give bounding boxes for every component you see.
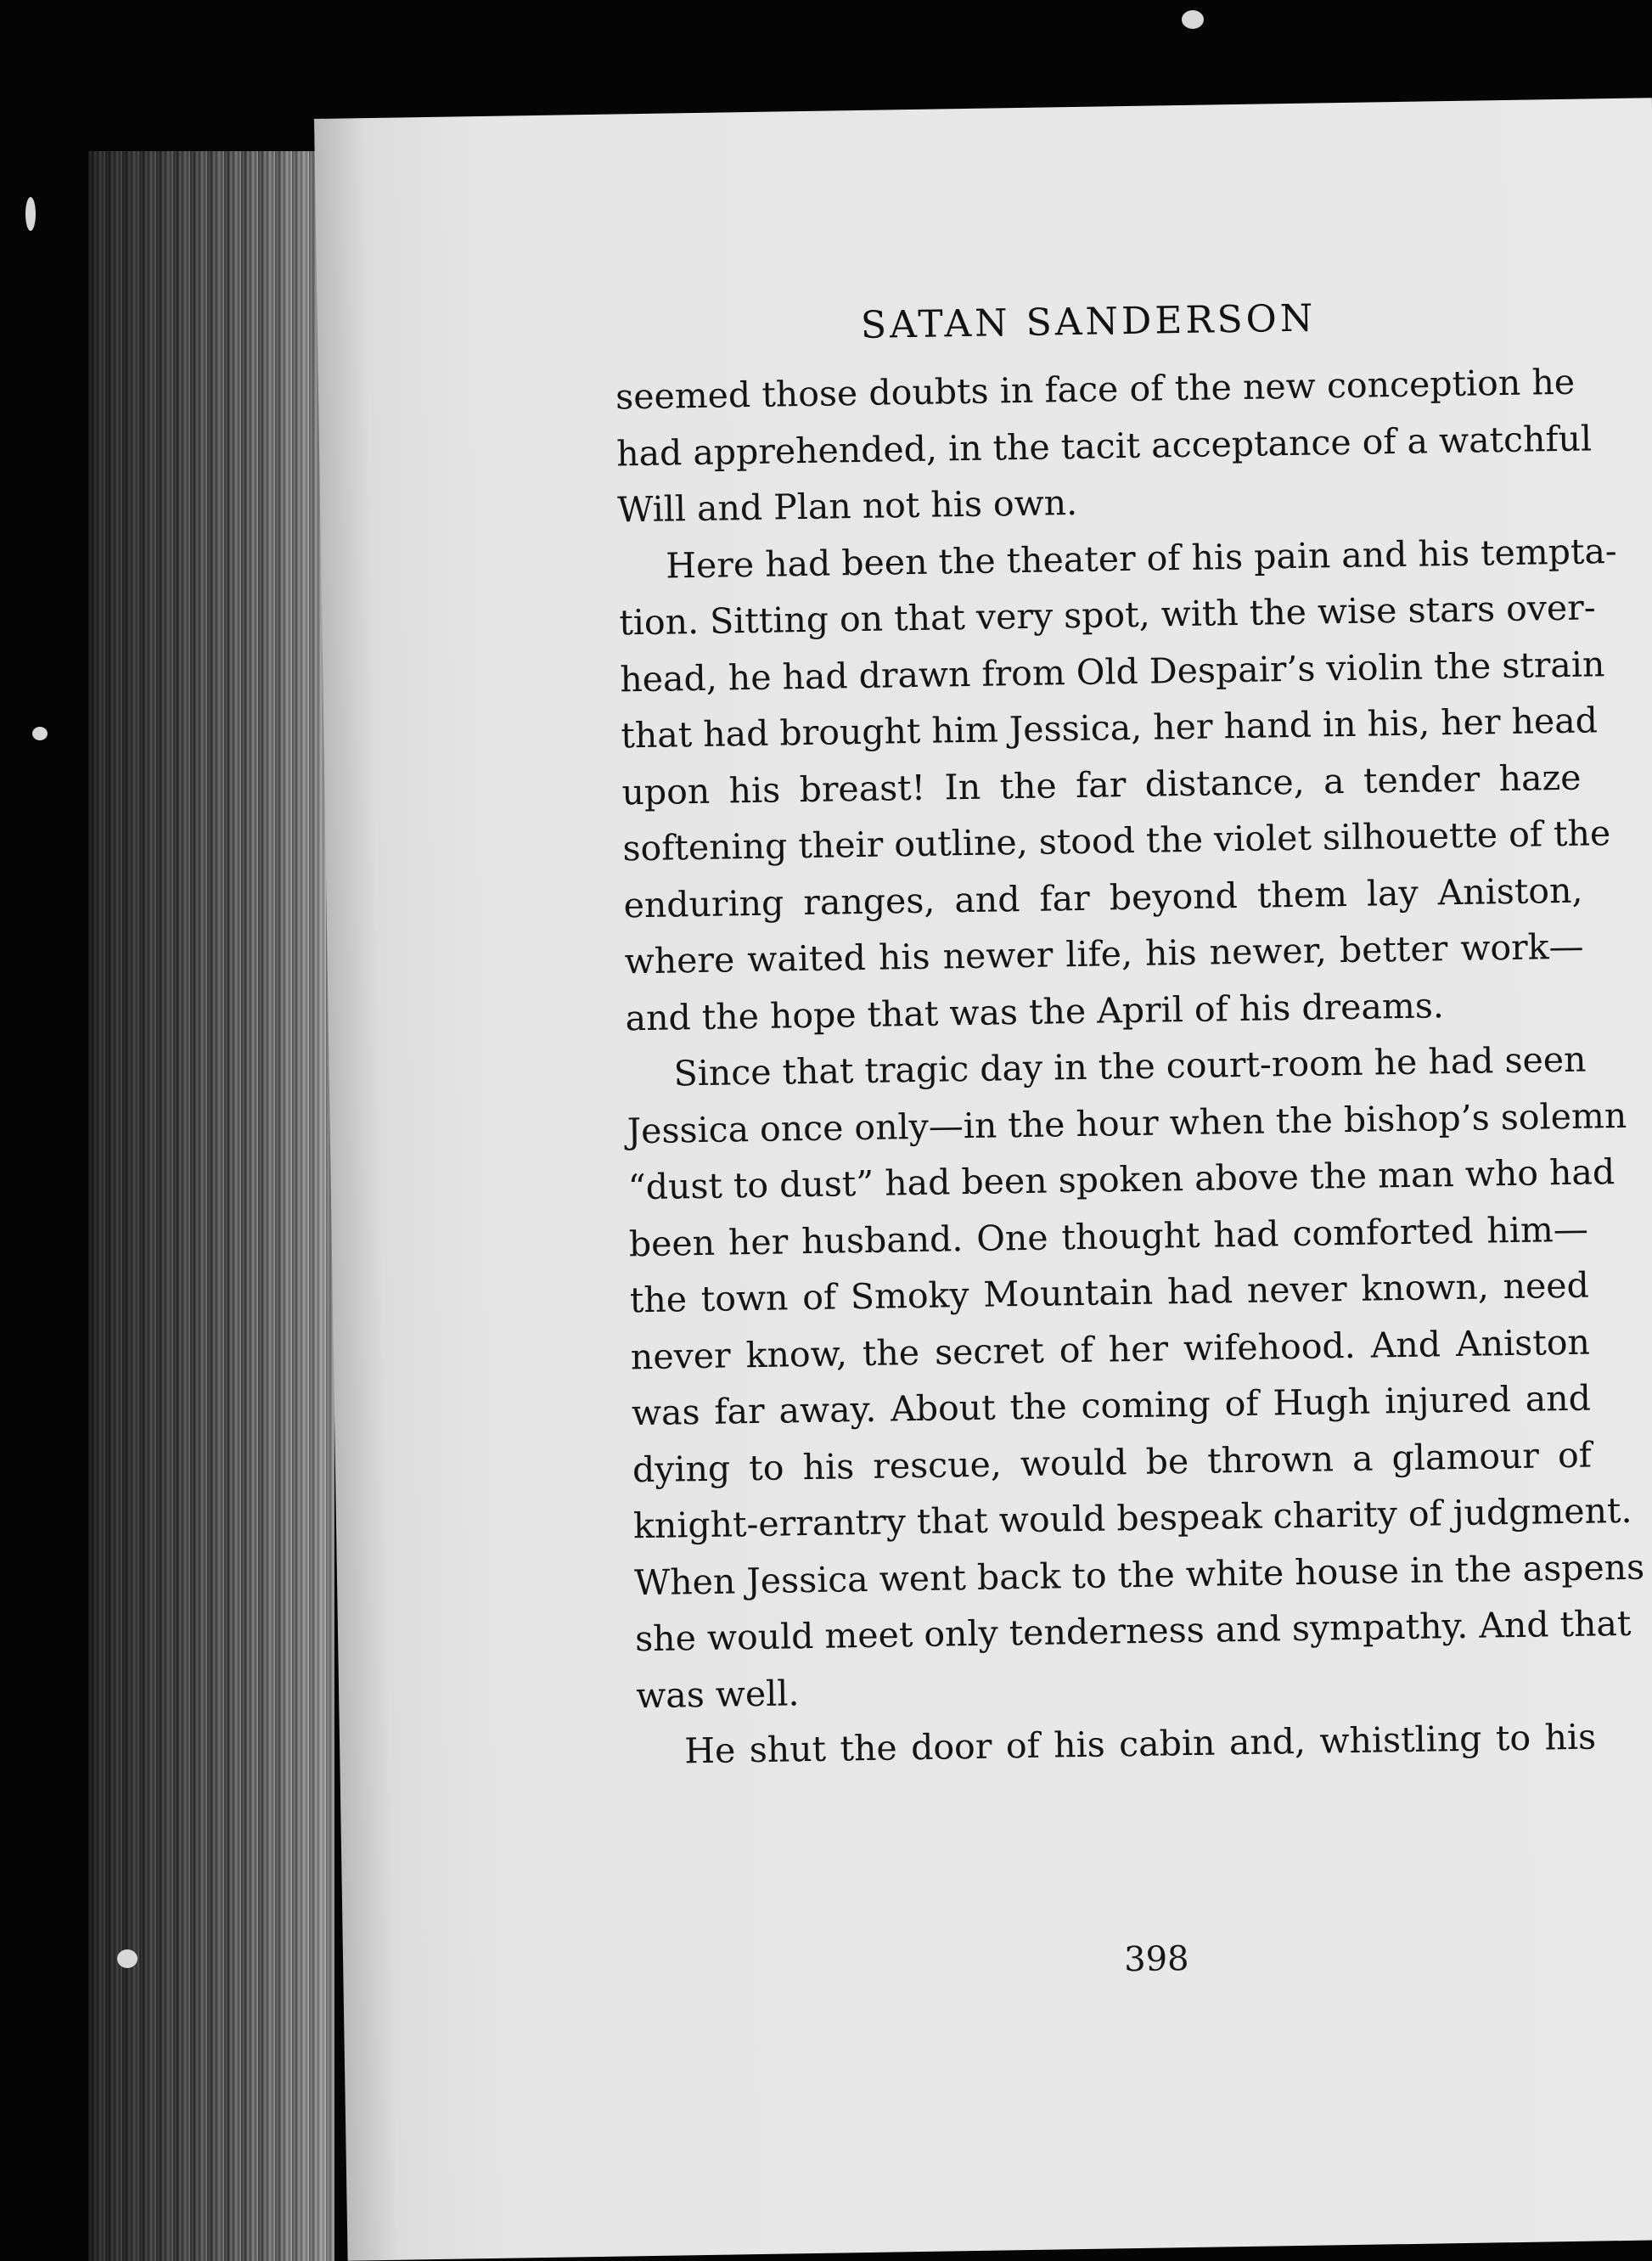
text-line: was far away. About the coming of Hugh injured and	[631, 1377, 1592, 1434]
text-line: upon his breast! In the far distance, a tender haze	[621, 756, 1582, 813]
body-text	[615, 354, 1645, 1780]
running-head: SATAN SANDERSON	[860, 296, 1317, 347]
text-line: tion. Sitting on that very spot, with the wise stars over-	[618, 587, 1597, 644]
text-line: seemed those doubts in face of the new conception he	[615, 361, 1576, 418]
text-line: that had brought him Jessica, her hand in his, her head	[621, 700, 1599, 756]
book-page	[314, 98, 1652, 2260]
text-line: Since that tragic day in the court-room he had seen	[673, 1038, 1587, 1094]
page-edges	[88, 151, 334, 2261]
text-line: dying to his rescue, would be thrown a glamour of	[632, 1434, 1593, 1490]
text-line: and the hope that was the April of his dreams.	[625, 984, 1445, 1038]
text-line: When Jessica went back to the white house in the aspens	[633, 1546, 1645, 1603]
text-line: knight-errantry that would bespeak charity of judgment.	[632, 1489, 1632, 1547]
text-line: been her husband. One thought had comforted him—	[628, 1208, 1589, 1264]
text-line: Will and Plan not his own.	[616, 481, 1078, 531]
text-line: she would meet only tenderness and sympathy. And that	[634, 1602, 1632, 1660]
text-line: “dust to dust” had been spoken above the man who had	[627, 1151, 1615, 1208]
text-line: Jessica once only—in the hour when the bishop’s solemn	[627, 1094, 1627, 1151]
scan-speck	[25, 197, 36, 231]
text-line: Here had been the theater of his pain and his tempta-	[665, 530, 1618, 587]
text-line: the town of Smoky Mountain had never known, need	[629, 1264, 1590, 1321]
text-line: softening their outline, stood the violet silhouette of the	[622, 813, 1611, 869]
text-line: head, he had drawn from Old Despair’s violin the strain	[620, 643, 1605, 700]
text-line: was well.	[635, 1672, 800, 1716]
text-line: had apprehended, in the tacit acceptance of a watchful	[615, 417, 1593, 474]
scan-speck	[1182, 10, 1204, 29]
text-line: He shut the door of his cabin and, whistling to his	[683, 1716, 1597, 1772]
page-number: 398	[1123, 1939, 1189, 1980]
text-line: where waited his newer life, his newer, better work—	[624, 925, 1584, 982]
scan-speck	[32, 727, 48, 740]
text-line: never know, the secret of her wifehood. And Aniston	[630, 1321, 1591, 1377]
scan-speck	[117, 1949, 138, 1968]
text-line: enduring ranges, and far beyond them lay Aniston,	[623, 869, 1583, 925]
